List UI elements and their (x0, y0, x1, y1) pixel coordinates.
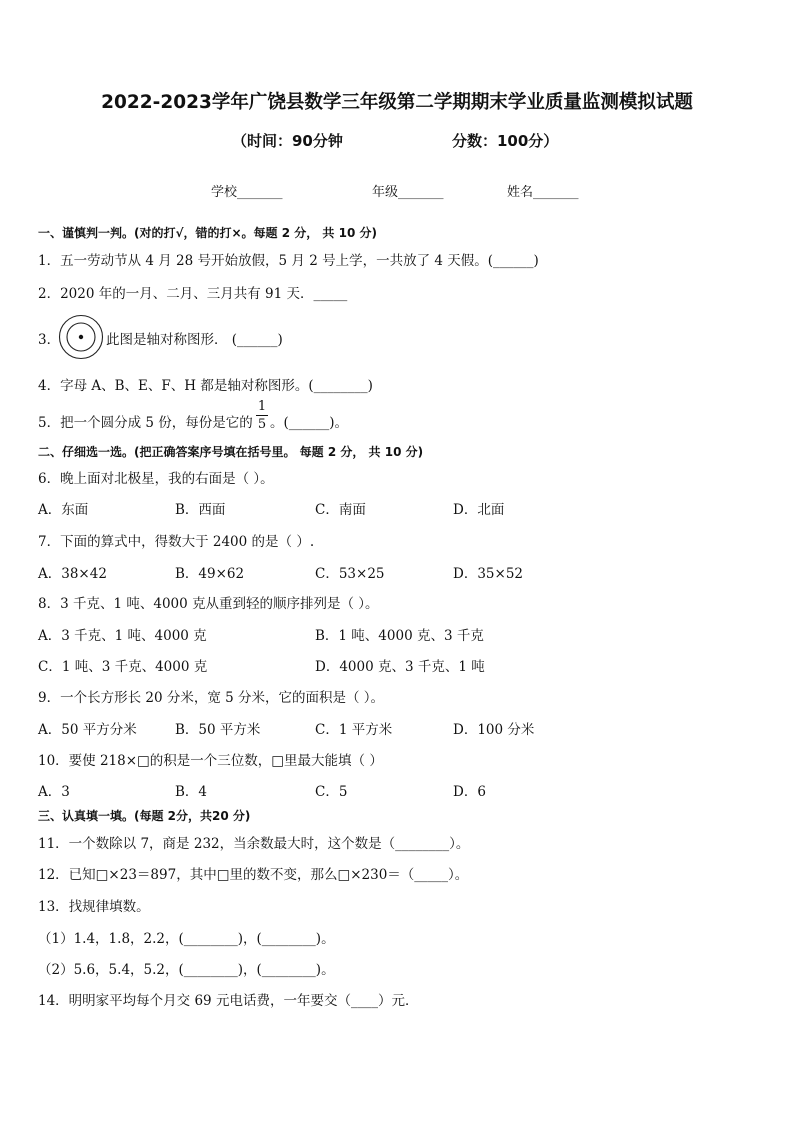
name-field[interactable]: 姓名_______ (507, 185, 579, 200)
section-2-heading: 二、仔细选一选。(把正确答案序号填在括号里。 每题 2 分， 共 10 分) (38, 445, 424, 459)
question-1: 1．五一劳动节从 4 月 28 号开始放假，5 月 2 号上学，一共放了 4 天假。(______) (38, 253, 539, 269)
question-14: 14．明明家平均每个月交 69 元电话费，一年要交（____）元． (38, 993, 419, 1009)
q6-option-d[interactable]: D．北面 (453, 502, 505, 518)
q9-option-d[interactable]: D．100 分米 (453, 722, 535, 738)
question-13-part-2: （2）5.6，5.4，5.2，(________)，(________)。 (38, 962, 335, 978)
q7-option-b[interactable]: B．49×62 (175, 566, 245, 582)
question-5-suffix: 。(______)。 (270, 415, 349, 431)
question-3-number: 3． (38, 332, 61, 348)
school-field[interactable]: 学校_______ (211, 185, 283, 200)
question-7: 7．下面的算式中，得数大于 2400 的是（ ）. (38, 534, 315, 550)
q6-option-a[interactable]: A．东面 (38, 502, 89, 518)
question-3-text: 此图是轴对称图形． (______) (106, 332, 283, 348)
question-2: 2．2020 年的一月、二月、三月共有 91 天．_____ (38, 286, 348, 302)
question-5-prefix: 5．把一个圆分成 5 份，每份是它的 (38, 415, 253, 431)
q8-option-b[interactable]: B．1 吨、4000 克、3 千克 (315, 628, 484, 644)
q7-option-d[interactable]: D．35×52 (453, 566, 523, 582)
question-11: 11．一个数除以 7，商是 232，当余数最大时，这个数是（________）。 (38, 836, 470, 852)
section-3-heading: 三、认真填一填。(每题 2分，共20 分) (38, 809, 251, 823)
q9-option-b[interactable]: B．50 平方米 (175, 722, 261, 738)
q10-option-c[interactable]: C．5 (315, 784, 348, 800)
page-title: 2022-2023学年广饶县数学三年级第二学期期末学业质量监测模拟试题 (101, 92, 693, 113)
q10-option-b[interactable]: B．4 (175, 784, 208, 800)
q9-option-c[interactable]: C．1 平方米 (315, 722, 393, 738)
exam-score: 分数：100分） (452, 132, 559, 150)
question-12: 12．已知□×23＝897，其中□里的数不变，那么□×230＝（_____）。 (38, 867, 469, 883)
q7-option-c[interactable]: C．53×25 (315, 566, 385, 582)
q8-option-c[interactable]: C．1 吨、3 千克、4000 克 (38, 659, 208, 675)
question-13: 13．找规律填数。 (38, 899, 150, 915)
q10-option-a[interactable]: A．3 (38, 784, 70, 800)
fraction-numerator: 1 (257, 399, 267, 414)
question-13-part-1: （1）1.4，1.8，2.2，(________)，(________)。 (38, 931, 335, 947)
question-8: 8．3 千克、1 吨、4000 克从重到轻的顺序排列是（ ）。 (38, 596, 379, 612)
fraction-one-fifth (256, 399, 268, 432)
q8-option-a[interactable]: A．3 千克、1 吨、4000 克 (38, 628, 207, 644)
question-10: 10．要使 218×□的积是一个三位数，□里最大能填（ ） (38, 753, 383, 769)
fraction-denominator: 5 (257, 417, 267, 432)
q6-option-c[interactable]: C．南面 (315, 502, 366, 518)
question-9: 9．一个长方形长 20 分米，宽 5 分米，它的面积是（ ）。 (38, 690, 385, 706)
concentric-circles-figure (58, 314, 104, 360)
q9-option-a[interactable]: A．50 平方分米 (38, 722, 137, 738)
exam-time: （时间：90分钟 (232, 132, 343, 150)
question-6: 6．晚上面对北极星，我的右面是（ ）。 (38, 471, 274, 487)
question-4: 4．字母 A、B、E、F、H 都是轴对称图形。(________) (38, 378, 373, 394)
q7-option-a[interactable]: A．38×42 (38, 566, 107, 582)
q10-option-d[interactable]: D．6 (453, 784, 486, 800)
circles-icon (58, 314, 104, 360)
q8-option-d[interactable]: D．4000 克、3 千克、1 吨 (315, 659, 485, 675)
section-1-heading: 一、谨慎判一判。(对的打√，错的打×。每题 2 分， 共 10 分) (38, 226, 377, 240)
q6-option-b[interactable]: B．西面 (175, 502, 226, 518)
grade-field[interactable]: 年级_______ (372, 185, 444, 200)
